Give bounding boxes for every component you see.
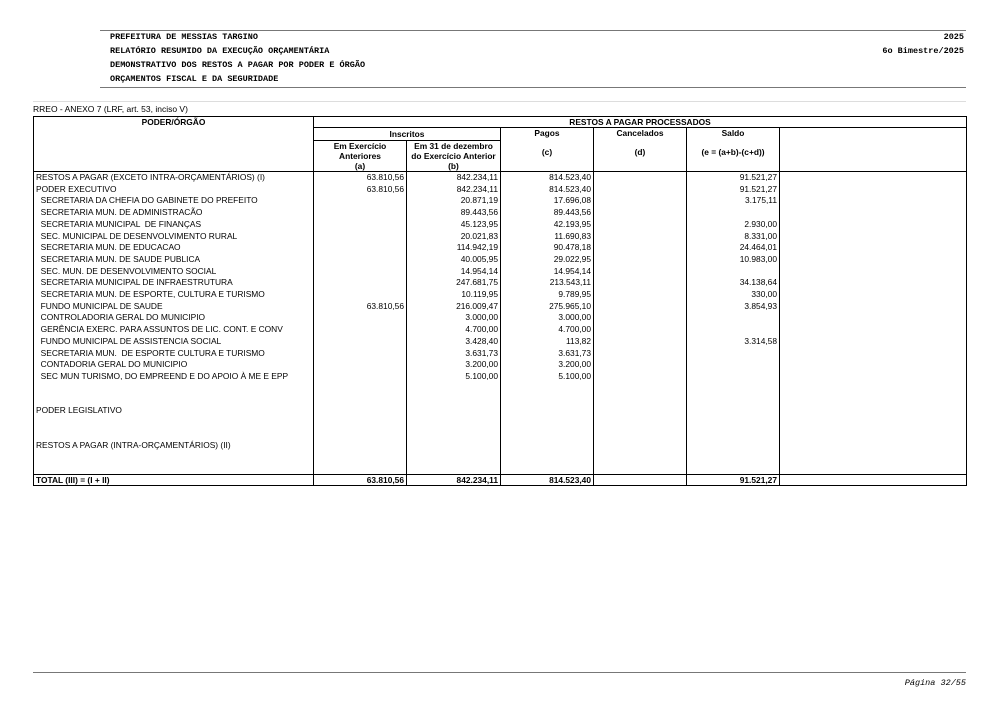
- cell-value: 29.022,95: [501, 254, 594, 266]
- header-divider: [100, 87, 966, 88]
- row-label: GERÊNCIA EXERC. PARA ASSUNTOS DE LIC. CONT. E CONV: [34, 324, 314, 336]
- cell-value: 3.200,00: [407, 359, 501, 371]
- empty-cell: [687, 452, 780, 475]
- header-divider: [100, 30, 966, 31]
- cell-value: [780, 371, 967, 383]
- row-label: SECRETARIA MUNICIPAL DE INFRAESTRUTURA: [34, 277, 314, 289]
- page-number: Página 32/55: [904, 678, 966, 688]
- cell-value: [594, 184, 687, 196]
- cell-value: 10.983,00: [687, 254, 780, 266]
- empty-cell: [594, 452, 687, 475]
- table-row: [34, 289, 967, 301]
- cell-value: [314, 231, 407, 243]
- table-row: [34, 324, 967, 336]
- cell-value: 91.521,27: [687, 172, 780, 184]
- table-row: [34, 219, 967, 231]
- header-line-3: DEMONSTRATIVO DOS RESTOS A PAGAR POR PODER E ÓRGÃO: [110, 60, 366, 70]
- col-b: [407, 141, 501, 172]
- cell-value: [780, 266, 967, 278]
- cell-value: 3.631,73: [407, 348, 501, 360]
- row-label: RESTOS A PAGAR (INTRA-ORÇAMENTÁRIOS) (II): [34, 440, 314, 452]
- cell-value: 10.119,95: [407, 289, 501, 301]
- cell-value: [314, 219, 407, 231]
- cell-value: [314, 277, 407, 289]
- row-label: SEC. MUNICIPAL DE DESENVOLVIMENTO RURAL: [34, 231, 314, 243]
- cell-value: [594, 172, 687, 184]
- row-label: PODER LEGISLATIVO: [34, 405, 314, 417]
- header-divider: [33, 101, 966, 102]
- empty-cell: [314, 452, 407, 475]
- table-row: [34, 242, 967, 254]
- cell-value: [594, 289, 687, 301]
- col-c: [501, 128, 594, 172]
- cell-value: [780, 219, 967, 231]
- cell-value: [780, 336, 967, 348]
- empty-cell: [501, 452, 594, 475]
- cell-value: [594, 195, 687, 207]
- cell-value: [780, 207, 967, 219]
- empty-cell: [34, 452, 314, 475]
- row-label: SEC MUN TURISMO, DO EMPREEND E DO APOIO À ME E EPP: [34, 371, 314, 383]
- restos-a-pagar-table: [33, 116, 967, 486]
- cell-value: 63.810,56: [314, 301, 407, 313]
- cell-value: 9.789,95: [501, 289, 594, 301]
- cell-value: [314, 371, 407, 383]
- row-label: SEC. MUN. DE DESENVOLVIMENTO SOCIAL: [34, 266, 314, 278]
- cell-value: [314, 324, 407, 336]
- empty-cell: [780, 416, 967, 440]
- empty-cell: [594, 416, 687, 440]
- table-row: [34, 277, 967, 289]
- cell-value: [594, 266, 687, 278]
- cell-value: [687, 207, 780, 219]
- empty-cell: [407, 416, 501, 440]
- cell-value: 11.690,83: [501, 231, 594, 243]
- table-row: [34, 231, 967, 243]
- cell-value: 40.005,95: [407, 254, 501, 266]
- cell-value: [594, 254, 687, 266]
- cell-value: [314, 195, 407, 207]
- col-d-code: (d): [634, 147, 646, 157]
- row-label: PODER EXECUTIVO: [34, 184, 314, 196]
- cell-value: [314, 336, 407, 348]
- inscritos-header: Inscritos: [314, 128, 501, 141]
- table-row: [34, 359, 967, 371]
- cell-value: [780, 312, 967, 324]
- cell-value: 91.521,27: [687, 184, 780, 196]
- cell-value: [594, 440, 687, 452]
- table-row: [34, 371, 967, 383]
- table-row: [34, 266, 967, 278]
- spacer-row: [34, 383, 967, 405]
- cell-value: [687, 440, 780, 452]
- cell-value: [594, 336, 687, 348]
- cell-value: 842.234,11: [407, 172, 501, 184]
- cell-value: [687, 324, 780, 336]
- cell-value: [780, 405, 967, 417]
- col-poder-orgao: PODER/ÓRGÃO: [34, 117, 314, 172]
- table-row: [34, 184, 967, 196]
- cell-value: [780, 254, 967, 266]
- cell-value: 17.696,08: [501, 195, 594, 207]
- header-year: 2025: [943, 32, 964, 42]
- cell-value: 3.200,00: [501, 359, 594, 371]
- cell-value: [314, 348, 407, 360]
- row-label: SECRETARIA MUNICIPAL DE FINANÇAS: [34, 219, 314, 231]
- cell-value: [314, 289, 407, 301]
- cell-value: 5.100,00: [407, 371, 501, 383]
- row-label: SECRETARIA MUN. DE ESPORTE CULTURA E TURISMO: [34, 348, 314, 360]
- cell-value: 4.700,00: [501, 324, 594, 336]
- col-b-label: Em 31 de dezembro do Exercício Anterior: [411, 141, 496, 161]
- cell-value: 63.810,56: [314, 184, 407, 196]
- cell-value: [407, 405, 501, 417]
- empty-cell: [687, 416, 780, 440]
- row-label: SECRETARIA MUN. DE ADMINISTRACÃO: [34, 207, 314, 219]
- header-period: 6o Bimestre/2025: [882, 46, 964, 56]
- cell-value: [501, 405, 594, 417]
- cell-value: 14.954,14: [501, 266, 594, 278]
- cell-value: 842.234,11: [407, 475, 501, 486]
- cell-value: [314, 405, 407, 417]
- cell-value: 2.930,00: [687, 219, 780, 231]
- cell-value: 330,00: [687, 289, 780, 301]
- cell-value: [314, 266, 407, 278]
- cell-value: 34.138,64: [687, 277, 780, 289]
- cell-value: [314, 440, 407, 452]
- col-empty: [780, 128, 967, 172]
- table-row: [34, 348, 967, 360]
- spacer-row: [34, 452, 967, 475]
- cell-value: [594, 207, 687, 219]
- table-row: [34, 301, 967, 313]
- header-line-1: PREFEITURA DE MESSIAS TARGINO: [110, 32, 258, 42]
- table-row: [34, 195, 967, 207]
- empty-cell: [687, 383, 780, 405]
- cell-value: [594, 312, 687, 324]
- cell-value: 91.521,27: [687, 475, 780, 486]
- cell-value: [780, 289, 967, 301]
- spacer-row: [34, 416, 967, 440]
- row-label: SECRETARIA MUN. DE ESPORTE, CULTURA E TURISMO: [34, 289, 314, 301]
- cell-value: [687, 405, 780, 417]
- col-e: [687, 128, 780, 172]
- cell-value: 20.021,83: [407, 231, 501, 243]
- cell-value: [594, 231, 687, 243]
- cell-value: 3.631,73: [501, 348, 594, 360]
- empty-cell: [780, 452, 967, 475]
- cell-value: [687, 266, 780, 278]
- empty-cell: [407, 383, 501, 405]
- cell-value: 275.965,10: [501, 301, 594, 313]
- cell-value: 814.523,40: [501, 475, 594, 486]
- cell-value: 8.331,00: [687, 231, 780, 243]
- cell-value: [314, 207, 407, 219]
- cell-value: [314, 359, 407, 371]
- cell-value: 4.700,00: [407, 324, 501, 336]
- cell-value: 14.954,14: [407, 266, 501, 278]
- row-label: RESTOS A PAGAR (EXCETO INTRA-ORÇAMENTÁRIOS) (I): [34, 172, 314, 184]
- cell-value: [594, 219, 687, 231]
- legislativo-row: [34, 405, 967, 417]
- cell-value: [407, 440, 501, 452]
- cell-value: 814.523,40: [501, 184, 594, 196]
- cell-value: [594, 324, 687, 336]
- col-b-code: (b): [448, 161, 459, 171]
- cell-value: [594, 371, 687, 383]
- col-d: [594, 128, 687, 172]
- cell-value: [780, 301, 967, 313]
- cell-value: [594, 405, 687, 417]
- cell-value: [687, 371, 780, 383]
- cell-value: [314, 242, 407, 254]
- table-row: [34, 172, 967, 184]
- cell-value: [594, 348, 687, 360]
- cell-value: 20.871,19: [407, 195, 501, 207]
- cell-value: [594, 277, 687, 289]
- cell-value: 42.193,95: [501, 219, 594, 231]
- table-row: [34, 207, 967, 219]
- table-row: [34, 336, 967, 348]
- cell-value: 63.810,56: [314, 475, 407, 486]
- cell-value: 114.942,19: [407, 242, 501, 254]
- cell-value: 216.009,47: [407, 301, 501, 313]
- empty-cell: [314, 416, 407, 440]
- row-label: SECRETARIA MUN. DE EDUCACAO: [34, 242, 314, 254]
- cell-value: [780, 348, 967, 360]
- cell-value: 3.000,00: [407, 312, 501, 324]
- table-row: [34, 254, 967, 266]
- cell-value: 89.443,56: [501, 207, 594, 219]
- total-row: [34, 475, 967, 486]
- empty-cell: [594, 383, 687, 405]
- cell-value: 213.543,11: [501, 277, 594, 289]
- cell-value: [314, 312, 407, 324]
- intra-row: [34, 440, 967, 452]
- col-e-code: (e = (a+b)-(c+d)): [701, 147, 765, 157]
- cell-value: [501, 440, 594, 452]
- row-label: CONTROLADORIA GERAL DO MUNICIPIO: [34, 312, 314, 324]
- empty-cell: [34, 383, 314, 405]
- empty-cell: [780, 383, 967, 405]
- row-label: SECRETARIA DA CHEFIA DO GABINETE DO PREFEITO: [34, 195, 314, 207]
- empty-cell: [501, 416, 594, 440]
- empty-cell: [34, 416, 314, 440]
- cell-value: [780, 231, 967, 243]
- cell-value: [780, 440, 967, 452]
- cell-value: [780, 184, 967, 196]
- col-a: [314, 141, 407, 172]
- cell-value: [594, 242, 687, 254]
- row-label: FUNDO MUNICIPAL DE ASSISTENCIA SOCIAL: [34, 336, 314, 348]
- empty-cell: [314, 383, 407, 405]
- col-a-code: (a): [354, 161, 366, 171]
- cell-value: [780, 195, 967, 207]
- empty-cell: [407, 452, 501, 475]
- col-e-label: Saldo: [721, 128, 745, 138]
- cell-value: [594, 301, 687, 313]
- cell-value: 113,82: [501, 336, 594, 348]
- cell-value: 3.314,58: [687, 336, 780, 348]
- cell-value: 90.478,18: [501, 242, 594, 254]
- cell-value: [780, 475, 967, 486]
- cell-value: [687, 312, 780, 324]
- empty-cell: [501, 383, 594, 405]
- footer-divider: [33, 672, 966, 673]
- row-label: FUNDO MUNICIPAL DE SAUDE: [34, 301, 314, 313]
- cell-value: 3.000,00: [501, 312, 594, 324]
- row-label: TOTAL (III) = (I + II): [34, 475, 314, 486]
- cell-value: [687, 359, 780, 371]
- cell-value: 24.464,01: [687, 242, 780, 254]
- cell-value: 63.810,56: [314, 172, 407, 184]
- cell-value: [780, 324, 967, 336]
- table-row: [34, 312, 967, 324]
- group-header: RESTOS A PAGAR PROCESSADOS: [314, 117, 967, 128]
- cell-value: 814.523,40: [501, 172, 594, 184]
- row-label: CONTADORIA GERAL DO MUNICIPIO: [34, 359, 314, 371]
- cell-value: 3.428,40: [407, 336, 501, 348]
- header-line-2: RELATÓRIO RESUMIDO DA EXECUÇÃO ORÇAMENTÁRIA: [110, 46, 330, 56]
- cell-value: [687, 348, 780, 360]
- header-line-4: ORÇAMENTOS FISCAL E DA SEGURIDADE: [110, 74, 279, 84]
- cell-value: 3.854,93: [687, 301, 780, 313]
- cell-value: 89.443,56: [407, 207, 501, 219]
- annex-label: RREO - ANEXO 7 (LRF, art. 53, inciso V): [33, 104, 188, 114]
- col-a-label: Em Exercício Anteriores: [333, 141, 387, 161]
- col-c-code: (c): [541, 147, 553, 157]
- col-d-label: Cancelados: [616, 128, 664, 138]
- cell-value: [780, 277, 967, 289]
- row-label: SECRETARIA MUN. DE SAUDE PUBLICA: [34, 254, 314, 266]
- cell-value: 3.175,11: [687, 195, 780, 207]
- cell-value: 247.681,75: [407, 277, 501, 289]
- cell-value: [780, 359, 967, 371]
- cell-value: [594, 359, 687, 371]
- cell-value: [314, 254, 407, 266]
- col-c-label: Pagos: [534, 128, 560, 138]
- cell-value: 842.234,11: [407, 184, 501, 196]
- cell-value: [594, 475, 687, 486]
- cell-value: 45.123,95: [407, 219, 501, 231]
- cell-value: 5.100,00: [501, 371, 594, 383]
- cell-value: [780, 242, 967, 254]
- cell-value: [780, 172, 967, 184]
